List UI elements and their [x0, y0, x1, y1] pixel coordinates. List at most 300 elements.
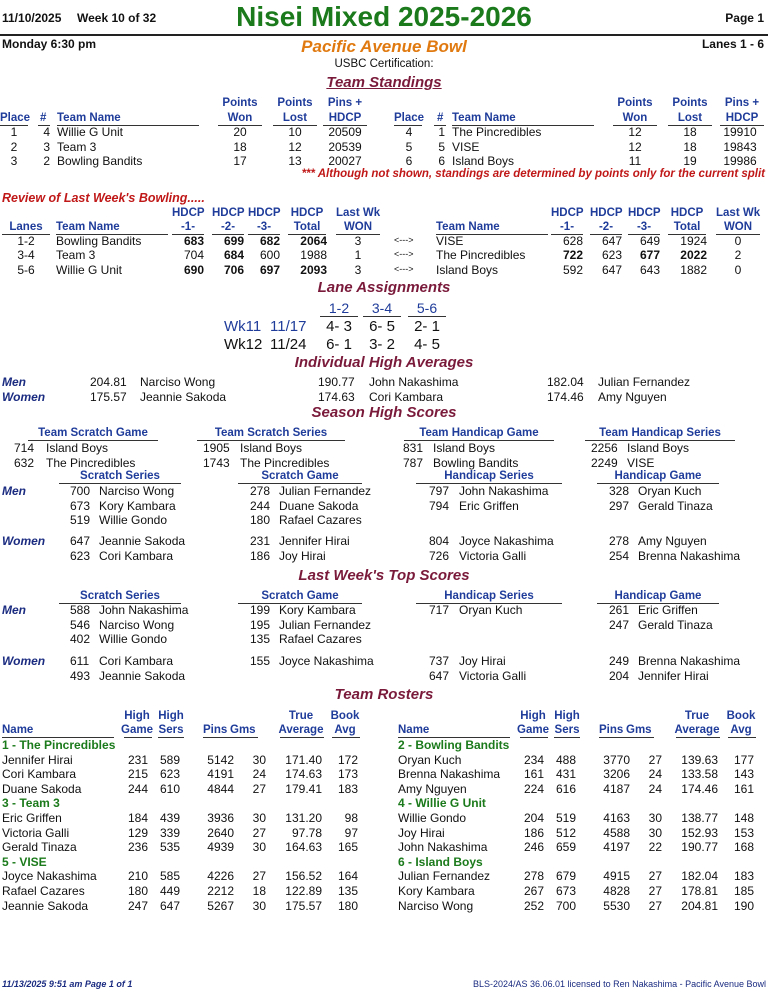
lw-name: Cori Kambara	[99, 654, 174, 668]
ind-high-score: 186	[250, 548, 271, 563]
roster-true-avg: 152.93	[681, 825, 718, 840]
men-label: Men	[2, 375, 26, 389]
roster-book-avg: 183	[337, 781, 358, 796]
lw-name: Oryan Kuch	[459, 603, 523, 617]
ind-high-score: 328	[609, 484, 630, 498]
standing-pts-lost: 12	[288, 139, 302, 154]
standing-pts-won: 12	[628, 139, 642, 154]
rule-line	[124, 737, 152, 738]
team-high-score: 714	[14, 441, 35, 455]
roster-games: 27	[252, 869, 266, 884]
roster-pins: 3770	[603, 752, 630, 767]
roster-true-avg: 174.63	[285, 767, 322, 782]
ind-high-score: 647	[70, 534, 91, 548]
week-label: Week 10 of 32	[77, 11, 157, 25]
rev-hdr-g3-r: HDCP	[628, 207, 661, 219]
ind-high-name: Duane Sakoda	[279, 498, 359, 513]
rule-line	[520, 737, 548, 738]
lw-name: Joy Hirai	[459, 654, 506, 668]
roster-book-avg: 190	[733, 898, 754, 913]
roster-high-game: 252	[523, 898, 544, 913]
roster-player-name: Duane Sakoda	[2, 781, 82, 796]
ind-high-header: Scratch Series	[80, 470, 160, 482]
roster-high-sers: 339	[159, 825, 180, 840]
rule-line	[676, 737, 720, 738]
roster-high-sers: 431	[555, 767, 576, 782]
roster-player-name: Joyce Nakashima	[2, 869, 97, 884]
review-title: Review of Last Week's Bowling.....	[2, 191, 205, 205]
ind-high-name: Narciso Wong	[99, 484, 175, 498]
rev-hdr-total: Total	[293, 221, 321, 233]
standing-pts-won: 20	[233, 125, 247, 139]
rev-opp-won: 2	[734, 248, 742, 263]
standing-pts-lost: 13	[288, 154, 302, 168]
roster-player-name: Joy Hirai	[398, 825, 445, 840]
roster-high-sers: 439	[159, 811, 180, 825]
ind-high-header: Scratch Game	[261, 470, 339, 482]
team-high-name: Island Boys	[240, 441, 303, 455]
rev-hdr-g1: HDCP	[172, 207, 205, 219]
roster-true-avg: 139.63	[681, 752, 718, 767]
standing-place: 5	[405, 139, 413, 154]
ind-high-score: 297	[609, 498, 630, 513]
lw-header: Handicap Game	[614, 590, 702, 602]
roster-hdr-pins: Pins	[203, 724, 228, 736]
ind-high-header: Handicap Game	[614, 470, 702, 482]
rev-opp-team: Island Boys	[436, 262, 499, 277]
ind-high-name: Cori Kambara	[99, 548, 174, 563]
footer-right: BLS-2024/AS 36.06.01 licensed to Ren Nakashima - Pacific Avenue Bowl	[472, 979, 766, 989]
ind-high-score: 180	[250, 513, 271, 527]
team-high-score: 831	[403, 441, 424, 455]
roster-player-name: Kory Kambara	[398, 884, 475, 898]
roster-hdr-name: Name	[2, 724, 34, 736]
lw-score: 717	[429, 603, 450, 617]
roster-games: 18	[252, 884, 266, 898]
rev-opp-team: The Pincredibles	[436, 248, 526, 263]
rev-total: 1988	[300, 248, 327, 263]
lw-score: 249	[609, 654, 630, 668]
ind-high-name: Gerald Tinaza	[638, 498, 713, 513]
rev-won: 3	[354, 234, 362, 248]
hdr-pins-1: Pins +	[327, 97, 363, 109]
roster-high-sers: 659	[555, 840, 576, 855]
rev-hdr-lanes: Lanes	[9, 221, 43, 233]
rev-team: Bowling Bandits	[56, 234, 142, 248]
lw-name: Rafael Cazares	[279, 632, 362, 646]
lw-score: 261	[609, 603, 630, 617]
hdr-place-r: Place	[394, 112, 425, 124]
roster-player-name: Jeannie Sakoda	[2, 898, 89, 913]
roster-team-name: 1 - The Pincredibles	[2, 738, 116, 752]
lw-score: 737	[429, 654, 450, 668]
ind-high-score: 623	[70, 548, 91, 563]
roster-true-avg: 204.81	[681, 898, 718, 913]
roster-pins: 4163	[603, 811, 630, 825]
lanes-label: Lanes 1 - 6	[701, 37, 764, 51]
lane-pair-header: 1-2	[328, 300, 350, 316]
roster-games: 27	[648, 752, 662, 767]
lane-matchup: 6- 5	[369, 318, 395, 335]
lane-matchup: 6- 1	[326, 336, 352, 353]
rule-line	[363, 316, 401, 317]
ind-high-name: Joyce Nakashima	[459, 534, 554, 548]
avg-bowler: John Nakashima	[369, 375, 459, 389]
ind-high-score: 278	[609, 534, 630, 548]
team-high-name: Island Boys	[627, 441, 690, 455]
roster-hdr-avg: True	[684, 710, 710, 722]
lw-name: Joyce Nakashima	[279, 654, 374, 668]
rev-won: 3	[354, 262, 362, 277]
rev-won: 1	[354, 248, 362, 263]
rev-hdr-won: WON	[343, 221, 373, 233]
roster-true-avg: 138.77	[681, 811, 718, 825]
roster-team-name: 4 - Willie G Unit	[398, 796, 486, 811]
rev-vs: <--->	[394, 263, 414, 274]
ind-high-score: 244	[250, 498, 271, 513]
rev-team: Willie G Unit	[56, 262, 123, 277]
roster-games: 24	[252, 767, 266, 782]
lw-name: Narciso Wong	[99, 617, 175, 632]
avg-bowler: Julian Fernandez	[598, 375, 691, 389]
hdr-lost-2: Lost	[282, 112, 308, 124]
roster-book-avg: 164	[337, 869, 358, 884]
rev-hdr-g3-r: -3-	[636, 221, 652, 233]
rev-hdr-g3: HDCP	[248, 207, 281, 219]
roster-pins: 2212	[207, 884, 234, 898]
roster-games: 30	[648, 811, 662, 825]
rev-g2: 706	[223, 262, 244, 277]
roster-book-avg: 148	[733, 811, 754, 825]
team-high-name: The Pincredibles	[46, 455, 136, 470]
team-high-header: Team Handicap Series	[599, 427, 721, 439]
roster-book-avg: 177	[733, 752, 754, 767]
roster-player-name: Narciso Wong	[398, 898, 474, 913]
roster-hdr-hgame: Game	[517, 724, 549, 736]
rev-opp-g3: 643	[639, 262, 660, 277]
roster-games: 30	[252, 811, 266, 825]
rule-line	[332, 737, 360, 738]
rev-lanes: 3-4	[17, 248, 35, 263]
women-label: Women	[2, 534, 46, 548]
avg-bowler: Amy Nguyen	[598, 390, 667, 404]
roster-high-sers: 616	[555, 781, 576, 796]
roster-book-avg: 97	[344, 825, 358, 840]
roster-high-sers: 535	[159, 840, 180, 855]
roster-pins: 3206	[603, 767, 630, 782]
ind-high-score: 254	[609, 548, 630, 563]
rev-opp-total: 1924	[680, 234, 707, 248]
roster-book-avg: 143	[733, 767, 754, 782]
rule-line	[280, 737, 324, 738]
last-week-title: Last Week's Top Scores	[298, 567, 470, 584]
roster-games: 30	[252, 752, 266, 767]
team-high-score: 2256	[591, 441, 618, 455]
roster-book-avg: 168	[733, 840, 754, 855]
rev-hdr-team: Team Name	[56, 221, 120, 233]
ind-high-name: Willie Gondo	[99, 513, 168, 527]
standings-note: *** Although not shown, standings are determined by points only for the current split	[301, 168, 765, 180]
lw-score: 588	[70, 603, 91, 617]
rule-line	[158, 737, 184, 738]
rev-hdr-g2-r: -2-	[598, 221, 614, 233]
lw-name: Jeannie Sakoda	[99, 668, 186, 683]
rule-line	[554, 737, 580, 738]
roster-hdr-gms: Gms	[230, 724, 256, 736]
roster-book-avg: 98	[344, 811, 358, 825]
lw-header: Handicap Series	[444, 590, 534, 602]
rev-opp-g3: 649	[639, 234, 660, 248]
rev-opp-team: VISE	[436, 234, 464, 248]
roster-games: 27	[648, 898, 662, 913]
rev-g1: 690	[183, 262, 204, 277]
rev-vs: <--->	[394, 235, 414, 245]
standing-pts-lost: 10	[288, 125, 302, 139]
roster-hdr-hsers: Sers	[554, 724, 580, 736]
roster-player-name: Julian Fernandez	[398, 869, 491, 884]
standing-team-name: Willie G Unit	[57, 125, 124, 139]
roster-games: 27	[648, 869, 662, 884]
league-title: Nisei Mixed 2025-2026	[236, 1, 532, 32]
team-high-name: The Pincredibles	[240, 455, 330, 470]
hdr-num-r: #	[437, 112, 444, 124]
hdr-won-1: Points	[222, 97, 258, 109]
roster-true-avg: 122.89	[285, 884, 322, 898]
lw-name: Jennifer Hirai	[638, 668, 709, 683]
rev-hdr-g1-r: -1-	[559, 221, 575, 233]
lw-name: Victoria Galli	[459, 668, 527, 683]
rule-line	[320, 316, 358, 317]
standing-team-num: 1	[438, 125, 445, 139]
roster-high-game: 267	[523, 884, 544, 898]
lw-name: Brenna Nakashima	[638, 654, 741, 668]
ind-high-name: Amy Nguyen	[638, 534, 707, 548]
roster-high-game: 210	[127, 869, 148, 884]
footer-left: 11/13/2025 9:51 am Page 1 of 1	[2, 979, 133, 989]
rule-line	[408, 316, 446, 317]
roster-pins: 3936	[207, 811, 234, 825]
roster-hdr-name: Name	[398, 724, 430, 736]
lw-header: Scratch Game	[261, 590, 339, 602]
standing-pins-hdcp: 19843	[723, 139, 757, 154]
roster-true-avg: 164.63	[285, 840, 322, 855]
roster-book-avg: 173	[337, 767, 358, 782]
avg-value: 175.57	[90, 390, 127, 404]
standing-team-name: Team 3	[57, 139, 97, 154]
roster-pins: 4226	[207, 869, 234, 884]
roster-high-sers: 585	[159, 869, 180, 884]
roster-high-sers: 449	[159, 884, 180, 898]
rev-opp-won: 0	[734, 234, 742, 248]
ind-high-header: Handicap Series	[444, 470, 534, 482]
roster-hdr-hgame: High	[520, 710, 546, 722]
ind-high-score: 278	[250, 484, 271, 498]
team-high-score: 1905	[203, 441, 230, 455]
lw-name: John Nakashima	[99, 603, 189, 617]
lw-score: 195	[250, 617, 271, 632]
roster-high-sers: 700	[555, 898, 576, 913]
standing-pts-lost: 18	[683, 139, 697, 154]
roster-hdr-gms: Gms	[626, 724, 652, 736]
roster-player-name: Eric Griffen	[2, 811, 62, 825]
report-date: 11/10/2025	[2, 11, 62, 25]
rev-g2: 699	[223, 234, 244, 248]
roster-hdr-pins: Pins	[599, 724, 624, 736]
hdr-team-r: Team Name	[452, 112, 516, 124]
roster-true-avg: 178.81	[681, 884, 718, 898]
lw-score: 647	[429, 668, 450, 683]
ind-high-name: Julian Fernandez	[279, 484, 372, 498]
lane-week: Wk12	[224, 336, 263, 353]
team-high-score: 787	[403, 455, 424, 470]
rev-opp-g3: 677	[639, 248, 660, 263]
men-label: Men	[2, 603, 26, 617]
ind-high-name: John Nakashima	[459, 484, 549, 498]
ind-high-score: 673	[70, 498, 91, 513]
standing-team-name: VISE	[452, 139, 480, 154]
rev-hdr-team-r: Team Name	[436, 221, 500, 233]
roster-high-game: 186	[523, 825, 544, 840]
ind-high-name: Eric Griffen	[459, 498, 519, 513]
roster-team-name: 5 - VISE	[2, 854, 47, 869]
rev-opp-g1: 592	[562, 262, 583, 277]
standing-team-num: 2	[43, 154, 50, 168]
rev-opp-g1: 722	[562, 248, 583, 263]
roster-true-avg: 174.46	[681, 781, 718, 796]
lane-week: Wk11	[224, 318, 262, 335]
rev-total: 2093	[300, 262, 327, 277]
ind-high-name: Rafael Cazares	[279, 513, 362, 527]
rev-hdr-g2-r: HDCP	[590, 207, 623, 219]
rule-line	[203, 737, 258, 738]
lw-score: 546	[70, 617, 91, 632]
roster-book-avg: 161	[733, 781, 754, 796]
rev-opp-g2: 647	[601, 262, 622, 277]
standing-team-num: 5	[438, 139, 445, 154]
ind-high-score: 519	[70, 513, 91, 527]
avg-bowler: Narciso Wong	[140, 375, 216, 389]
standing-pts-won: 12	[628, 125, 642, 139]
hdr-place: Place	[0, 112, 31, 124]
roster-high-sers: 673	[555, 884, 576, 898]
lw-name: Gerald Tinaza	[638, 617, 713, 632]
roster-high-game: 236	[127, 840, 148, 855]
women-label: Women	[2, 654, 46, 668]
lw-score: 199	[250, 603, 271, 617]
roster-high-sers: 623	[159, 767, 180, 782]
roster-games: 24	[648, 781, 662, 796]
hdr-won-r1: Points	[617, 97, 653, 109]
roster-pins: 4197	[603, 840, 630, 855]
roster-high-game: 278	[523, 869, 544, 884]
rev-lanes: 1-2	[17, 234, 35, 248]
rev-hdr-won-r: Last Wk	[716, 207, 761, 219]
rev-g2: 684	[223, 248, 244, 263]
roster-high-game: 247	[127, 898, 148, 913]
roster-player-name: Victoria Galli	[2, 825, 70, 840]
roster-pins: 5267	[207, 898, 234, 913]
standing-pts-lost: 19	[683, 154, 697, 168]
rev-opp-total: 1882	[680, 262, 707, 277]
ind-high-name: Brenna Nakashima	[638, 548, 741, 563]
roster-pins: 4939	[207, 840, 234, 855]
roster-player-name: John Nakashima	[398, 840, 488, 855]
roster-high-game: 231	[127, 752, 148, 767]
ind-high-score: 804	[429, 534, 450, 548]
roster-pins: 4915	[603, 869, 630, 884]
ind-high-name: Victoria Galli	[459, 548, 527, 563]
rev-hdr-g1: -1-	[180, 221, 196, 233]
hdr-won-2: Won	[227, 112, 253, 124]
roster-high-game: 180	[127, 884, 148, 898]
roster-player-name: Amy Nguyen	[398, 781, 467, 796]
lane-matchup: 2- 1	[414, 318, 440, 335]
lane-matchup: 3- 2	[369, 336, 395, 353]
rev-opp-g2: 647	[601, 234, 622, 248]
roster-games: 27	[252, 825, 266, 840]
hdr-lost-r1: Points	[672, 97, 708, 109]
rev-hdr-g2: HDCP	[212, 207, 245, 219]
team-high-name: Bowling Bandits	[433, 455, 519, 470]
roster-high-sers: 647	[159, 898, 180, 913]
lw-score: 611	[70, 654, 90, 668]
team-high-header: Team Handicap Game	[419, 427, 539, 439]
team-high-name: VISE	[627, 455, 655, 470]
roster-hdr-avg: Average	[674, 724, 720, 736]
hdr-pins-2: HDCP	[328, 112, 362, 124]
lane-pair-header: 5-6	[416, 300, 438, 316]
roster-pins: 4828	[603, 884, 630, 898]
lw-score: 135	[250, 632, 271, 646]
day-time: Monday 6:30 pm	[2, 37, 97, 51]
men-label: Men	[2, 484, 26, 498]
standing-place: 3	[10, 154, 18, 168]
ind-high-name: Kory Kambara	[99, 498, 176, 513]
roster-book-avg: 185	[733, 884, 754, 898]
roster-book-avg: 135	[337, 884, 358, 898]
roster-team-name: 6 - Island Boys	[398, 854, 483, 869]
rev-lanes: 5-6	[17, 262, 35, 277]
rev-hdr-g1-r: HDCP	[551, 207, 584, 219]
standing-place: 6	[405, 154, 413, 168]
rev-total: 2064	[300, 234, 327, 248]
page-label: Page 1	[725, 11, 764, 25]
usbc-cert: USBC Certification:	[334, 58, 434, 70]
rev-hdr-won-r: WON	[723, 221, 753, 233]
avg-value: 174.46	[547, 390, 584, 404]
roster-pins: 5142	[207, 752, 234, 767]
roster-player-name: Cori Kambara	[2, 767, 77, 782]
rev-g3: 697	[259, 262, 280, 277]
rule-line	[599, 737, 654, 738]
ind-high-score: 794	[429, 498, 450, 513]
roster-hdr-hgame: High	[124, 710, 150, 722]
roster-high-sers: 512	[555, 825, 576, 840]
lw-header: Scratch Series	[80, 590, 160, 602]
ind-high-name: Jennifer Hirai	[279, 534, 350, 548]
standing-pts-won: 18	[233, 139, 247, 154]
roster-games: 24	[648, 767, 662, 782]
team-high-name: Island Boys	[46, 441, 109, 455]
standing-team-num: 3	[43, 139, 50, 154]
roster-hdr-avg: Average	[278, 724, 324, 736]
lw-name: Eric Griffen	[638, 603, 698, 617]
roster-games: 30	[252, 898, 266, 913]
ind-high-score: 231	[250, 534, 271, 548]
roster-true-avg: 97.78	[291, 825, 322, 840]
roster-true-avg: 131.20	[285, 811, 322, 825]
standing-pins-hdcp: 20539	[328, 139, 362, 154]
